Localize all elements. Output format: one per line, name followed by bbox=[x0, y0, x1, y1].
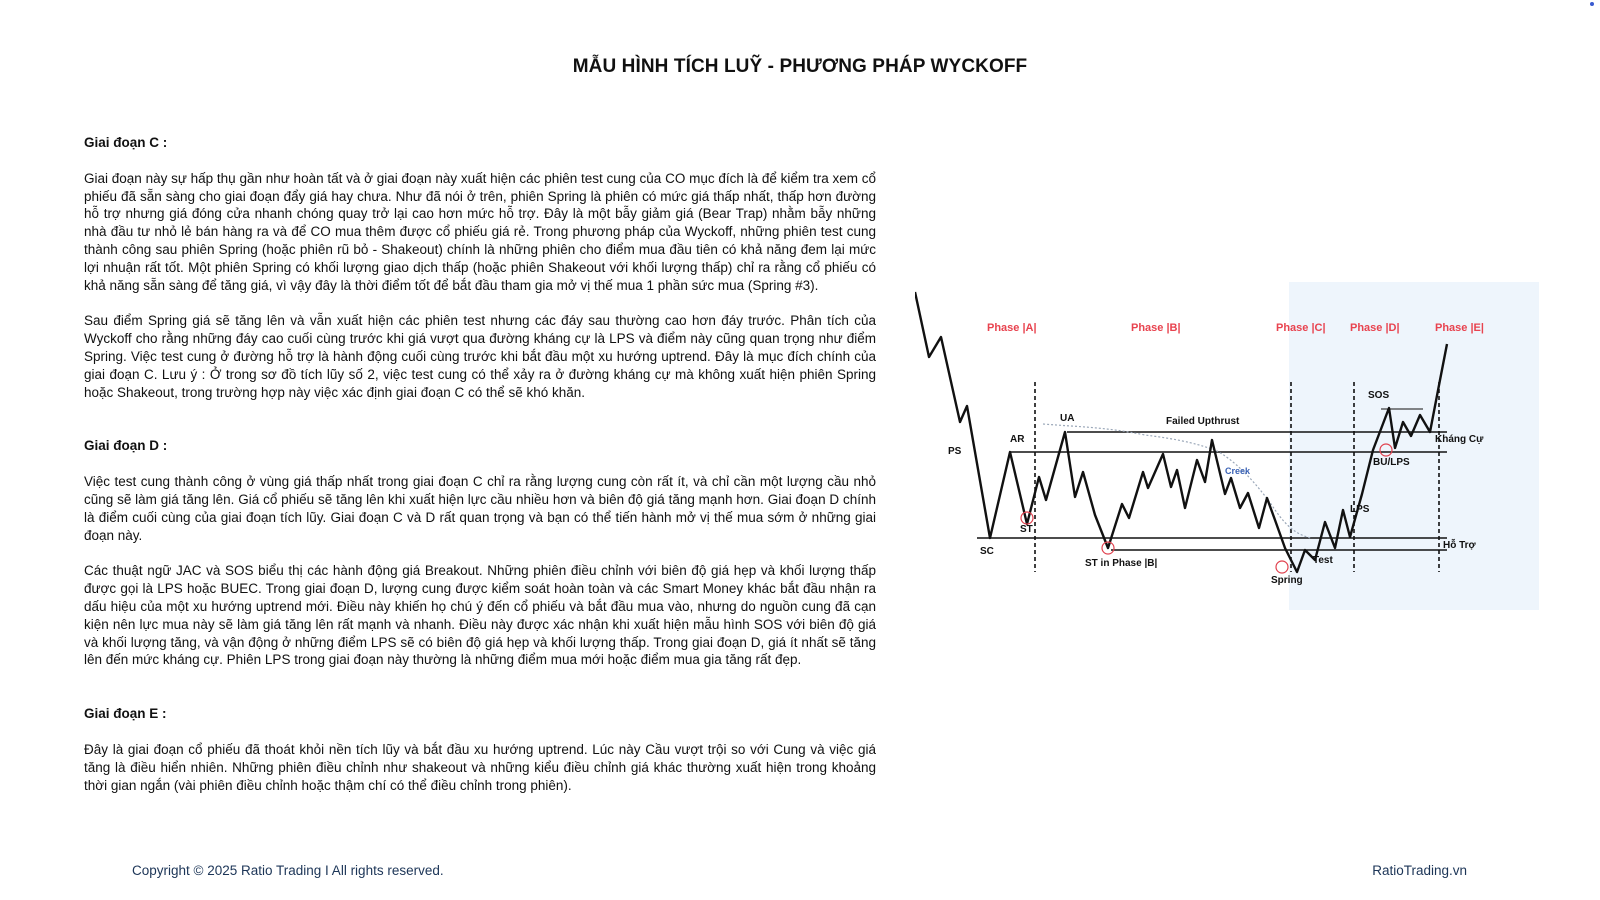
section-heading-c: Giai đoạn C : bbox=[84, 135, 168, 150]
ua-label: UA bbox=[1060, 413, 1075, 424]
sc-label: SC bbox=[980, 546, 994, 557]
spring-label: Spring bbox=[1271, 575, 1303, 586]
bu-lps-label: BU/LPS bbox=[1373, 457, 1410, 468]
creek-curve bbox=[1043, 424, 1311, 538]
st-label: ST bbox=[1020, 524, 1033, 535]
wyckoff-diagram-svg bbox=[915, 282, 1540, 632]
spring-marker bbox=[1276, 561, 1288, 573]
phase-c-label: Phase |C| bbox=[1276, 322, 1326, 334]
wyckoff-accumulation-diagram bbox=[915, 282, 1540, 632]
st-phase-b-label: ST in Phase |B| bbox=[1085, 558, 1158, 569]
support-label: Hỗ Trợ bbox=[1443, 540, 1476, 551]
section-e-paragraph-1: Đây là giai đoạn cổ phiếu đã thoát khỏi nền tích lũy và bắt đầu xu hướng uptrend. Lúc này Cầu vượt trội so với Cung và việc giá tăng là điều hiển nhiên. Những phiên điều chỉnh như shakeout và những kiểu điều chỉnh giá khác thường xuất hiện trong khoảng thời gian ngắn (vài phiên điều chỉnh hoặc thậm chí có thể điều chỉnh trong phiên). bbox=[84, 741, 876, 793]
creek-label: Creek bbox=[1225, 466, 1251, 476]
section-d-paragraph-2: Các thuật ngữ JAC và SOS biểu thị các hành động giá Breakout. Những phiên điều chỉnh với biên độ giá hẹp và khối lượng thấp được gọi là LPS hoặc BUEC. Trong giai đoạn D, lượng cung được kiểm soát hoàn toàn và các Smart Money khác bắt đầu nhận ra dấu hiệu của một xu hướng uptrend mới. Điều này khiến họ chú ý đến cổ phiếu và bắt đầu mua vào, nhưng do nguồn cung đã cạn kiện nên lực mua này sẽ làm giá tăng lên rất mạnh và nhanh. Điều này được xác nhận khi xuất hiện mẫu hình SOS với biên độ giá và khối lượng tăng, và vận động ở những điểm LPS sẽ có biên độ giá hẹp và khối lượng thấp. Trong giai đoạn D, giá ít nhất sẽ tăng lên đến mức kháng cự. Phiên LPS trong giai đoạn này thường là những điểm mua mới hoặc điểm mua gia tăng rất đẹp. bbox=[84, 563, 876, 668]
failed-upthrust-label: Failed Upthrust bbox=[1166, 416, 1240, 427]
phase-d-label: Phase |D| bbox=[1350, 322, 1400, 334]
copyright-text: Copyright © 2025 Ratio Trading I All rights reserved. bbox=[132, 863, 444, 878]
resistance-label: Kháng Cự bbox=[1435, 434, 1484, 445]
page-title: MẪU HÌNH TÍCH LUỸ - PHƯƠNG PHÁP WYCKOFF bbox=[572, 56, 1028, 77]
phase-b-label: Phase |B| bbox=[1131, 322, 1181, 334]
site-link[interactable]: RatioTrading.vn bbox=[1372, 863, 1467, 878]
section-heading-d: Giai đoạn D : bbox=[84, 438, 168, 454]
section-c-paragraph-1: Giai đoạn này sự hấp thụ gần như hoàn tất và ở giai đoạn này xuất hiện các phiên test cung của CO mục đích là để kiểm tra xem cổ phiếu đã sẵn sàng cho giai đoạn đẩy giá hay chưa. Như đã nói ở trên, phiên Spring là phiên có mức giá thấp nhất, thấp hơn đường hỗ trợ nhưng giá đóng cửa nhanh chóng quay trở lại cao hơn mức hỗ trợ. Đây là một bẫy giảm giá (Bear Trap) nhằm bẫy những nhà đầu tư nhỏ lẻ bán hàng ra và để CO mua thêm được cổ phiếu giá rẻ. Trong phương pháp của Wyckoff, những phiên test cung thành công sau phiên Spring (hoặc phiên rũ bỏ - Shakeout) chính là những phiên cho điểm mua đầu tiên có khả năng đem lại mức lợi nhuận rất tốt. Một phiên Spring có khối lượng giao dịch thấp (hoặc phiên Shakeout với khối lượng thấp) chỉ ra rằng cổ phiếu có khả năng sẵn sàng để tăng giá, vì vậy đây là thời điểm tốt để bắt đầu tham gia mở vị thế mua 1 phần sức mua (Spring #3). bbox=[84, 170, 876, 293]
phase-a-label: Phase |A| bbox=[987, 322, 1037, 334]
section-heading-e: Giai đoạn E : bbox=[84, 706, 167, 722]
test-label: Test bbox=[1313, 555, 1333, 566]
corner-dot bbox=[1590, 2, 1594, 6]
lps-label: LPS bbox=[1350, 504, 1370, 515]
ps-label: PS bbox=[948, 446, 962, 457]
section-c-paragraph-2: Sau điểm Spring giá sẽ tăng lên và vẫn xuất hiện các phiên test nhưng các đáy sau thường cao hơn đáy trước. Phân tích của Wyckoff cho rằng những đáy cao cuối cùng trước khi giá vượt qua đường kháng cự là LPS và điểm này cũng quan trọng như điểm Spring. Việc test cung ở đường hỗ trợ là hành động cuối cùng trước khi bắt đầu một xu hướng uptrend. Đây là mục đích chính của giai đoạn C. Lưu ý : Ở trong sơ đồ tích lũy số 2, việc test cung có thể xảy ra ở đường kháng cự mà không xuất hiện phiên Spring hoặc Shakeout, trong trường hợp này việc xác định giai đoạn C có thể sẽ khó khăn. bbox=[84, 313, 876, 400]
sos-label: SOS bbox=[1368, 390, 1390, 401]
section-d-paragraph-1: Việc test cung thành công ở vùng giá thấp nhất trong giai đoạn C chỉ ra rằng lượng cung còn rất ít, và chỉ cần một lượng cầu nhỏ cũng sẽ làm giá tăng lên. Giá cổ phiếu sẽ tăng lên khi xuất hiện lực cầu nhiều hơn và biên độ giá tăng mạnh hơn. Giai đoạn D chính là điểm cuối cùng của giai đoạn tích lũy. Giai đoạn C và D rất quan trọng và bạn có thể tiến hành mở vị thế mua sớm ở những giai đoạn này. bbox=[84, 474, 876, 543]
article-body bbox=[84, 134, 876, 794]
phase-e-label: Phase |E| bbox=[1435, 322, 1484, 334]
ar-label: AR bbox=[1010, 434, 1025, 445]
